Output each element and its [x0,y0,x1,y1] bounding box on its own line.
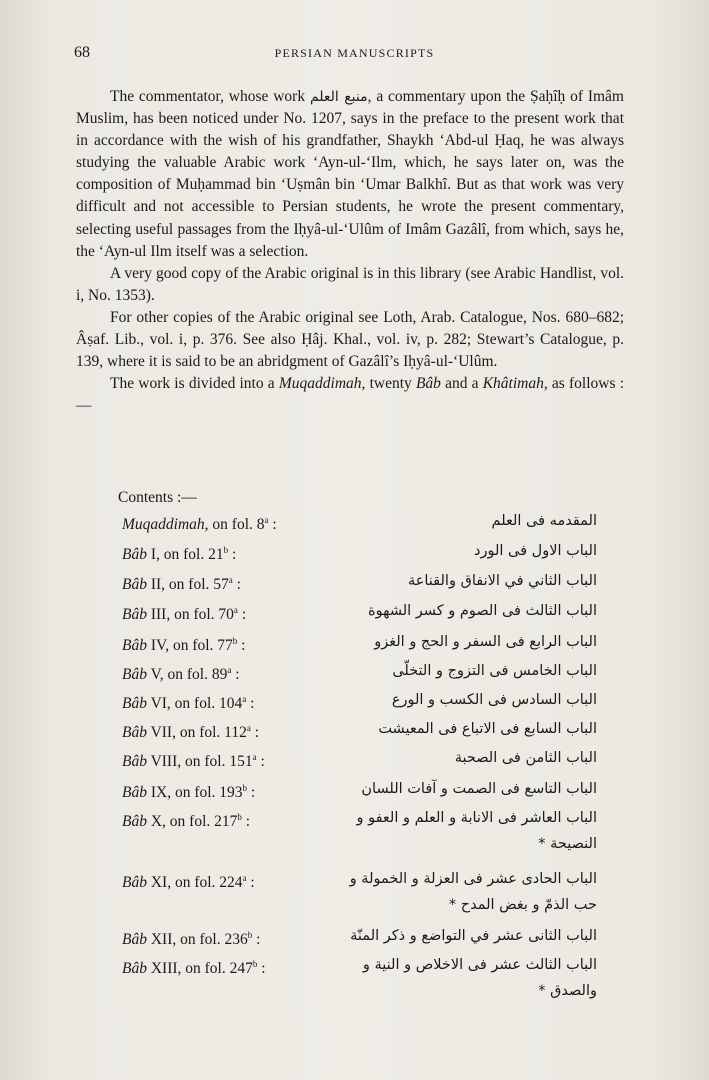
toc-entry-ar-continued: والصدق * [538,983,597,999]
toc-entry-en: Bâb VII, on fol. 112$^a$ : [122,723,260,742]
toc-row-3 [0,605,709,627]
toc-entry-en: Bâb III, on fol. 70$^a$ : [122,605,247,624]
toc-entry-en: Bâb XIII, on fol. 247$^b$ : [122,959,266,978]
toc-entry-ar-continued: النصيحة * [538,836,597,852]
toc-entry-ar: الباب الخامس فى التزوج و التخلّى [392,663,597,679]
toc-entry-ar: المقدمه فى العلم [491,513,597,529]
toc-row-12 [0,930,709,952]
body-text [76,86,624,417]
running-title: PERSIAN MANUSCRIPTS [274,46,435,60]
contents-label: Contents :— [118,489,197,506]
toc-entry-ar: الباب الرابع فى السفر و الحج و الغزو [374,634,597,650]
toc-entry-en: Bâb XI, on fol. 224$^a$ : [122,873,255,892]
toc-entry-en: Bâb V, on fol. 89$^a$ : [122,665,240,684]
toc-entry-en: Bâb I, on fol. 21$^b$ : [122,545,237,564]
toc-entry-en: Muqaddimah, on fol. 8$^a$ : [122,515,277,534]
toc-row-7 [0,723,709,745]
toc-row-1 [0,545,709,567]
toc-entry-ar: الباب السابع فى الاتباع فى المعيشت [378,721,597,737]
toc-entry-ar: الباب الاول فى الورد [474,543,597,559]
toc-entry-ar: الباب الثامن فى الصحبة [454,750,597,766]
toc-row-8 [0,752,709,774]
toc-entry-en: Bâb IV, on fol. 77$^b$ : [122,636,246,655]
toc-entry-en: Bâb IX, on fol. 193$^b$ : [122,783,256,802]
toc-entry-en: Bâb XII, on fol. 236$^b$ : [122,930,261,949]
toc-row-0 [0,515,709,537]
toc-row-5 [0,665,709,687]
arabic-title-inline: منبع العلم [309,89,368,105]
toc-row-13 [0,957,709,999]
toc-entry-ar: الباب العاشر فى الانابة و العلم و العفو و [356,810,597,826]
page-header [0,44,709,64]
paragraph-4: The work is divided into a Muqaddimah, twenty Bâb and a Khâtimah, as follows :— [76,375,625,415]
toc-entry-ar: الباب الثالث عشر فى الاخلاص و النية و [362,957,597,973]
toc-row-11 [0,871,709,913]
toc-row-4 [0,636,709,658]
toc-entry-ar: الباب الثانى عشر في التواضع و ذكر المنّة [350,928,597,944]
toc-row-9 [0,783,709,805]
toc-entry-en: Bâb II, on fol. 57$^a$ : [122,575,241,594]
toc-entry-ar: الباب السادس فى الكسب و الورع [391,692,597,708]
paragraph-1: The commentator, whose work منبع العلم, a commentary upon the Ṣaḥîḥ of Imâm Muslim, has been noticed under No. 1207, says in the preface to the present work that in accordance with the wish of his grandfather, Shaykh ‘Abd-ul Ḥaq, he was always studying the valuable Arabic work ‘Ayn-ul-‘Ilm, which, he says later on, was the composition of Muḥammad bin ‘Uṣmân bin ‘Umar Balkhî. But as that work was very difficult and not accessible to Persian students, he wrote the present commentary, selecting useful passages from the Iḥyâ-ul-‘Ulûm of Imâm Gazâlî, from which, says he, the ‘Ayn-ul Ilm itself was a selection. [76,88,624,260]
toc-entry-ar: الباب الثاني في الانفاق والقناعة [407,573,597,589]
toc-row-2 [0,575,709,597]
toc-entry-ar: الباب الحادى عشر فى العزلة و الخمولة و [349,871,597,887]
toc-entry-en: Bâb X, on fol. 217$^b$ : [122,812,251,831]
paragraph-3: For other copies of the Arabic original see Loth, Arab. Catalogue, Nos. 680–682; Âṣaf. Lib., vol. i, p. 376. See also Ḥâj. Khal., vol. iv, p. 282; Stewart’s Catalogue, p. 139, where it is said to be an abridgment of Gazâlî’s Iḥyâ-ul-‘Ulûm. [76,308,624,371]
paragraph-2: A very good copy of the Arabic original is in this library (see Arabic Handlist, vol. i, No. 1353). [76,264,624,304]
page-number: 68 [74,44,90,61]
toc-entry-ar: الباب الثالث فى الصوم و كسر الشهوة [368,603,597,619]
toc-row-6 [0,694,709,716]
toc-row-10 [0,810,709,852]
toc-entry-ar-continued: حب الذمّ و بغض المدح * [448,897,597,913]
toc-entry-en: Bâb VIII, on fol. 151$^a$ : [122,752,265,771]
toc-entry-en: Bâb VI, on fol. 104$^a$ : [122,694,255,713]
toc-entry-ar: الباب التاسع فى الصمت و آفات اللسان [361,781,597,797]
